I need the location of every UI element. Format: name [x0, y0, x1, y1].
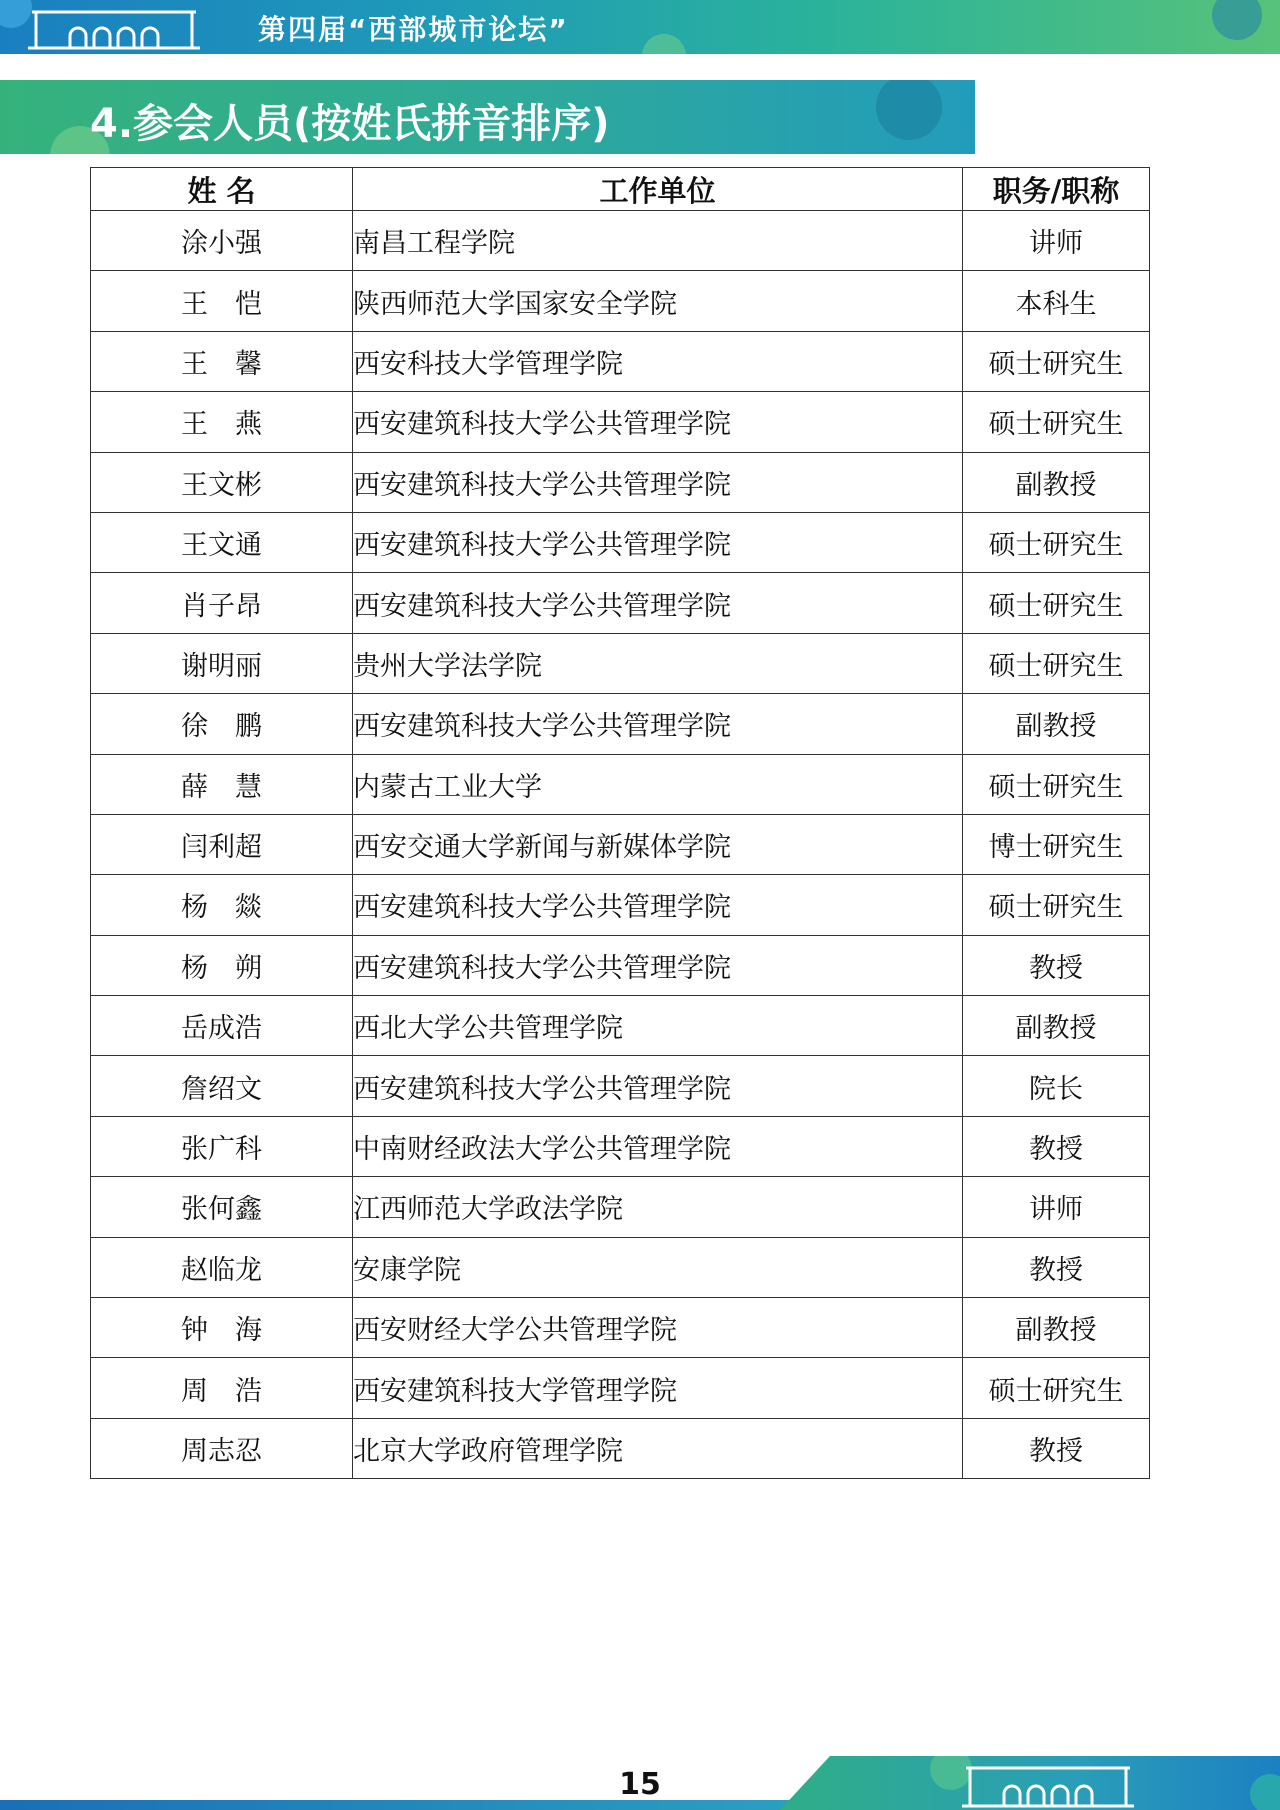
- cell-name: 詹绍文: [91, 1056, 353, 1116]
- cell-name: 杨 燚: [91, 875, 353, 935]
- decor-bubble: [1212, 0, 1262, 40]
- cell-title: 硕士研究生: [963, 331, 1150, 391]
- cell-name: 王 燕: [91, 392, 353, 452]
- table-row: [91, 875, 1150, 935]
- top-banner: [0, 0, 1280, 54]
- table-row: [91, 211, 1150, 271]
- page-number: 15: [619, 1767, 661, 1802]
- column-header-unit: 工作单位: [353, 168, 963, 211]
- table-row: [91, 1177, 1150, 1237]
- cell-unit: 西安建筑科技大学公共管理学院: [353, 573, 963, 633]
- cell-name: 涂小强: [91, 211, 353, 271]
- cell-unit: 陕西师范大学国家安全学院: [353, 271, 963, 331]
- cell-unit: 西安科技大学管理学院: [353, 331, 963, 391]
- table-row: [91, 452, 1150, 512]
- cell-title: 副教授: [963, 694, 1150, 754]
- table-row: [91, 1298, 1150, 1358]
- cell-title: 副教授: [963, 452, 1150, 512]
- cell-name: 岳成浩: [91, 996, 353, 1056]
- table-row: [91, 512, 1150, 572]
- cell-unit: 西安建筑科技大学公共管理学院: [353, 1056, 963, 1116]
- column-header-title: 职务/职称: [963, 168, 1150, 211]
- cell-unit: 西安建筑科技大学公共管理学院: [353, 392, 963, 452]
- table-row: [91, 271, 1150, 331]
- cell-name: 闫利超: [91, 814, 353, 874]
- cell-title: 教授: [963, 1116, 1150, 1176]
- cell-name: 徐 鹏: [91, 694, 353, 754]
- cell-unit: 贵州大学法学院: [353, 633, 963, 693]
- cell-unit: 西安交通大学新闻与新媒体学院: [353, 814, 963, 874]
- cell-name: 张广科: [91, 1116, 353, 1176]
- cell-unit: 中南财经政法大学公共管理学院: [353, 1116, 963, 1176]
- table-row: [91, 754, 1150, 814]
- cell-name: 谢明丽: [91, 633, 353, 693]
- table-row: [91, 1116, 1150, 1176]
- section-title: 4.参会人员(按姓氏拼音排序): [90, 101, 610, 147]
- participants-table: [90, 167, 1150, 1479]
- cell-title: 副教授: [963, 996, 1150, 1056]
- cell-title: 硕士研究生: [963, 573, 1150, 633]
- cell-unit: 西安建筑科技大学管理学院: [353, 1358, 963, 1418]
- cell-title: 硕士研究生: [963, 1358, 1150, 1418]
- cell-title: 讲师: [963, 211, 1150, 271]
- cell-unit: 内蒙古工业大学: [353, 754, 963, 814]
- cell-title: 院长: [963, 1056, 1150, 1116]
- cell-unit: 西安建筑科技大学公共管理学院: [353, 512, 963, 572]
- table-header-row: [91, 168, 1150, 211]
- cell-name: 肖子昂: [91, 573, 353, 633]
- cell-name: 周 浩: [91, 1358, 353, 1418]
- cell-name: 杨 朔: [91, 935, 353, 995]
- table-row: [91, 996, 1150, 1056]
- cell-name: 赵临龙: [91, 1237, 353, 1297]
- cell-unit: 西北大学公共管理学院: [353, 996, 963, 1056]
- cell-name: 周志忍: [91, 1418, 353, 1478]
- table-row: [91, 633, 1150, 693]
- cell-title: 博士研究生: [963, 814, 1150, 874]
- section-header: [0, 80, 975, 154]
- table-row: [91, 573, 1150, 633]
- cell-name: 钟 海: [91, 1298, 353, 1358]
- cell-title: 硕士研究生: [963, 633, 1150, 693]
- cell-name: 王 恺: [91, 271, 353, 331]
- cell-unit: 西安建筑科技大学公共管理学院: [353, 452, 963, 512]
- cell-title: 本科生: [963, 271, 1150, 331]
- cell-name: 张何鑫: [91, 1177, 353, 1237]
- cell-unit: 西安建筑科技大学公共管理学院: [353, 875, 963, 935]
- banner-title: 第四届“西部城市论坛”: [258, 13, 569, 46]
- decor-bubble: [642, 34, 686, 54]
- cell-name: 薛 慧: [91, 754, 353, 814]
- cell-title: 硕士研究生: [963, 754, 1150, 814]
- cell-name: 王文通: [91, 512, 353, 572]
- cell-unit: 南昌工程学院: [353, 211, 963, 271]
- cell-name: 王文彬: [91, 452, 353, 512]
- cell-unit: 江西师范大学政法学院: [353, 1177, 963, 1237]
- table-row: [91, 1237, 1150, 1297]
- cell-title: 硕士研究生: [963, 875, 1150, 935]
- cell-title: 硕士研究生: [963, 392, 1150, 452]
- table-row: [91, 935, 1150, 995]
- cell-unit: 北京大学政府管理学院: [353, 1418, 963, 1478]
- table-row: [91, 1056, 1150, 1116]
- cell-title: 副教授: [963, 1298, 1150, 1358]
- cell-title: 教授: [963, 1237, 1150, 1297]
- cell-title: 硕士研究生: [963, 512, 1150, 572]
- decor-bubble: [876, 80, 942, 140]
- cell-title: 讲师: [963, 1177, 1150, 1237]
- city-gate-icon: [26, 6, 202, 50]
- table-row: [91, 1358, 1150, 1418]
- cell-unit: 西安建筑科技大学公共管理学院: [353, 694, 963, 754]
- table-row: [91, 331, 1150, 391]
- table-row: [91, 814, 1150, 874]
- cell-unit: 安康学院: [353, 1237, 963, 1297]
- column-header-name: 姓 名: [91, 168, 353, 211]
- cell-title: 教授: [963, 1418, 1150, 1478]
- table-row: [91, 1418, 1150, 1478]
- cell-unit: 西安建筑科技大学公共管理学院: [353, 935, 963, 995]
- table-row: [91, 392, 1150, 452]
- cell-title: 教授: [963, 935, 1150, 995]
- cell-name: 王 馨: [91, 331, 353, 391]
- cell-unit: 西安财经大学公共管理学院: [353, 1298, 963, 1358]
- table-row: [91, 694, 1150, 754]
